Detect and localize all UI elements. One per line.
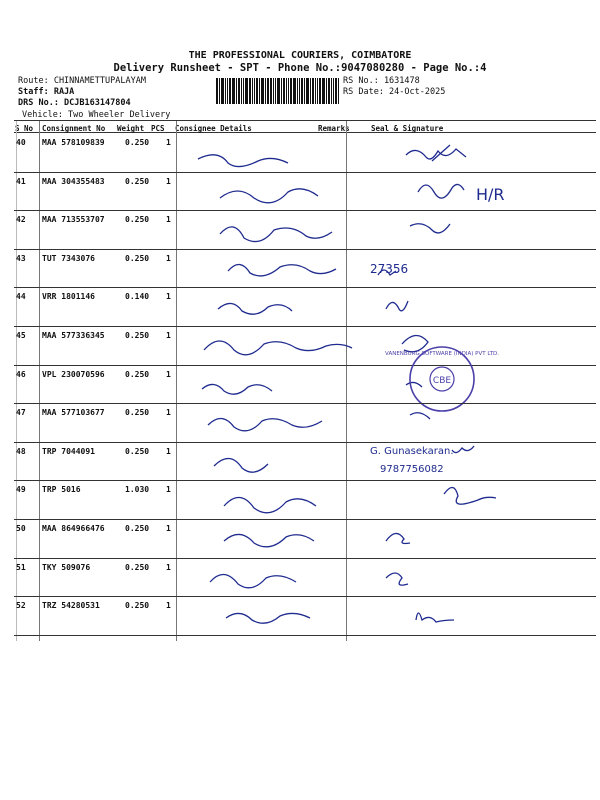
handwriting-svg: [14, 558, 596, 597]
row-sno: 49: [16, 485, 26, 495]
row-weight: 0.250: [125, 253, 150, 263]
row-sno: 45: [16, 331, 26, 340]
signature-mark: [444, 488, 496, 505]
row-weight: 0.250: [125, 524, 150, 533]
handwriting-svg: [14, 210, 596, 249]
company-stamp: [385, 347, 499, 411]
barcode-bar: [227, 78, 228, 104]
stamp-ring-text: VANENBURG SOFTWARE (INDIA) PVT LTD.: [385, 350, 499, 357]
row-consignment-no: MAA 578109839: [42, 138, 105, 147]
row-consignment-no: MAA 577103677: [42, 408, 105, 418]
row-pcs: 1: [166, 562, 171, 572]
barcode-bar: [219, 78, 220, 104]
vehicle-label: Vehicle: Two Wheeler Delivery: [22, 110, 171, 120]
barcode-bar: [315, 78, 316, 104]
row-pcs: 1: [166, 215, 171, 225]
route-label: Route: CHINNAMETTUPALAYAM: [18, 76, 146, 86]
barcode-bar: [301, 78, 303, 104]
table-row: [14, 519, 596, 558]
barcode-bar: [277, 78, 280, 104]
row-weight: 0.250: [125, 369, 150, 379]
barcode-bar: [286, 78, 287, 104]
seal-number: 27356: [370, 261, 409, 276]
handwriting-svg: [14, 249, 596, 288]
row-consignment-no: TRZ 54280531: [42, 601, 100, 611]
barcode-bar: [333, 78, 334, 104]
barcode-bar: [252, 78, 253, 104]
row-sno: 44: [16, 292, 26, 302]
row-pcs: 1: [166, 408, 171, 418]
row-weight: 0.250: [125, 408, 150, 418]
table-row: [14, 558, 596, 597]
table-row: [14, 480, 596, 519]
row-pcs: 1: [166, 601, 171, 611]
row-consignment-no: MAA 577336345: [42, 331, 105, 340]
barcode-bar: [335, 78, 337, 104]
signature-mark: [386, 573, 408, 585]
row-consignment-no: TRP 7044091: [42, 446, 95, 456]
consignee-handwritten-name: [224, 534, 314, 546]
row-consignment-no: TRP 5016: [42, 485, 81, 495]
barcode-bar: [270, 78, 272, 104]
row-sno: 42: [16, 215, 26, 225]
barcode-bar: [261, 78, 264, 104]
barcode-bar: [288, 78, 289, 104]
barcode-bar: [254, 78, 255, 104]
handwriting-svg: [14, 519, 596, 558]
barcode-bar: [326, 78, 327, 104]
page-subtitle: Delivery Runsheet - SPT - Phone No.:9047080280 - Page No.:4: [113, 62, 487, 74]
table-row: [14, 172, 596, 211]
handwriting-svg: [14, 172, 596, 211]
barcode-bar: [221, 78, 224, 104]
row-weight: 0.250: [125, 331, 150, 340]
rs-no-label: RS No.: 1631478: [343, 76, 420, 86]
table-row: [14, 287, 596, 326]
remark-hr: H/R: [476, 184, 505, 204]
row-pcs: 1: [166, 369, 171, 379]
barcode-bar: [216, 78, 218, 104]
receiver-name: G. Gunasekaran.: [370, 445, 454, 457]
barcode-bar: [229, 78, 231, 104]
consignee-handwritten-name: [220, 188, 318, 202]
page-title: THE PROFESSIONAL COURIERS, COIMBATORE: [188, 50, 412, 61]
row-consignment-no: MAA 713553707: [42, 215, 105, 225]
barcode-bar: [312, 78, 314, 104]
barcode-bar: [317, 78, 318, 104]
barcode: [216, 78, 340, 104]
barcode-bar: [273, 78, 274, 104]
col-remarks: Remarks: [318, 124, 350, 133]
signature-mark: [452, 446, 474, 453]
consignee-handwritten-name: [218, 304, 292, 315]
row-consignment-no: TKY 509076: [42, 562, 91, 572]
barcode-bar: [338, 78, 339, 104]
row-pcs: 1: [166, 253, 171, 263]
barcode-bar: [283, 78, 285, 104]
barcode-bar: [275, 78, 276, 104]
consignee-handwritten-name: [210, 574, 296, 587]
row-consignment-no: TUT 7343076: [42, 253, 95, 263]
handwriting-svg: [14, 326, 596, 365]
barcode-bar: [265, 78, 266, 104]
barcode-bar: [290, 78, 292, 104]
row-pcs: 1: [166, 485, 171, 495]
drs-label: DRS No.: DCJB163147804: [18, 98, 131, 108]
table-row: [14, 249, 596, 288]
row-weight: 0.250: [125, 562, 150, 572]
col-consignee: Consignee Details: [175, 124, 252, 133]
row-consignment-no: VRR 1801146: [42, 292, 95, 302]
row-sno: 43: [16, 253, 26, 263]
col-seal: Seal & Signature: [371, 124, 444, 133]
row-sno: 52: [16, 601, 26, 611]
signature-mark: [406, 382, 422, 387]
barcode-bar: [236, 78, 237, 104]
signature-mark: [386, 301, 408, 311]
row-sno: 51: [16, 562, 26, 572]
consignee-handwritten-name: [220, 227, 332, 242]
col-weight: Weight: [117, 124, 145, 133]
consignee-handwritten-name: [198, 155, 288, 167]
barcode-bar: [267, 78, 269, 104]
signature-mark: [386, 533, 410, 543]
barcode-bar: [322, 78, 325, 104]
table-row: [14, 596, 596, 635]
signature-mark: [416, 613, 454, 622]
handwriting-svg: [14, 480, 596, 519]
table-row: [14, 403, 596, 442]
row-sno: 46: [16, 369, 26, 379]
row-pcs: 1: [166, 446, 171, 456]
row-pcs: 1: [166, 524, 171, 533]
row-consignment-no: MAA 304355483: [42, 176, 105, 186]
barcode-bar: [243, 78, 244, 104]
row-sno: 40: [16, 138, 26, 147]
row-consignment-no: VPL 230070596: [42, 369, 105, 379]
stamp-center-text: CBE: [432, 375, 452, 386]
consignee-handwritten-name: [224, 498, 316, 513]
row-sno: 41: [16, 176, 26, 186]
barcode-bar: [256, 78, 258, 104]
signature-mark: [406, 145, 466, 161]
signature-mark: [402, 335, 428, 351]
row-pcs: 1: [166, 138, 171, 147]
row-sno: 47: [16, 408, 26, 418]
handwriting-svg: [14, 596, 596, 635]
row-pcs: 1: [166, 176, 171, 186]
signature-mark: [418, 184, 464, 198]
row-sno: 48: [16, 446, 26, 456]
row-weight: 0.250: [125, 176, 150, 186]
barcode-bar: [232, 78, 235, 104]
staff-label: Staff: RAJA: [18, 87, 75, 97]
row-pcs: 1: [166, 292, 171, 302]
barcode-bar: [328, 78, 330, 104]
table-row: [14, 442, 596, 481]
barcode-bar: [299, 78, 300, 104]
table-row: [14, 350, 596, 404]
row-weight: 0.250: [125, 215, 150, 225]
barcode-bar: [304, 78, 305, 104]
table-row: [14, 210, 596, 249]
barcode-bar: [249, 78, 251, 104]
barcode-bar: [225, 78, 226, 104]
row-divider: [14, 635, 596, 636]
barcode-bar: [281, 78, 282, 104]
rs-date-label: RS Date: 24-Oct-2025: [343, 87, 446, 97]
table-top-border: [14, 120, 596, 121]
consignee-handwritten-name: [204, 341, 352, 355]
handwriting-svg: [14, 442, 596, 481]
col-pcs: PCS: [151, 124, 165, 133]
row-weight: 0.250: [125, 601, 150, 611]
barcode-bar: [310, 78, 311, 104]
barcode-bar: [306, 78, 309, 104]
table-row: [14, 133, 596, 172]
barcode-bar: [297, 78, 298, 104]
consignee-handwritten-name: [208, 419, 322, 431]
handwriting-svg: [14, 133, 596, 172]
barcode-bar: [319, 78, 321, 104]
receiver-phone: 9787756082: [380, 463, 444, 475]
col-consignment: Consignment No: [42, 124, 106, 133]
col-sno: S No: [15, 124, 34, 133]
handwriting-svg: [14, 403, 596, 442]
consignee-handwritten-name: [214, 458, 268, 472]
signature-mark: [410, 413, 430, 419]
barcode-bar: [238, 78, 240, 104]
consignee-handwritten-name: [226, 614, 310, 624]
barcode-bar: [259, 78, 260, 104]
handwriting-svg: [14, 350, 596, 404]
row-weight: 0.140: [125, 292, 150, 302]
row-consignment-no: MAA 864966476: [42, 524, 105, 533]
barcode-bar: [331, 78, 332, 104]
barcode-bar: [293, 78, 296, 104]
barcode-bar: [245, 78, 248, 104]
signature-mark: [410, 224, 450, 233]
consignee-handwritten-name: [228, 264, 336, 275]
row-sno: 50: [16, 524, 26, 533]
table-row: [14, 326, 596, 365]
handwriting-svg: [14, 287, 596, 326]
row-pcs: 1: [166, 331, 171, 340]
row-weight: 0.250: [125, 446, 150, 456]
row-weight: 1.030: [125, 485, 150, 495]
consignee-handwritten-name: [202, 384, 272, 394]
barcode-bar: [241, 78, 242, 104]
row-weight: 0.250: [125, 138, 150, 147]
